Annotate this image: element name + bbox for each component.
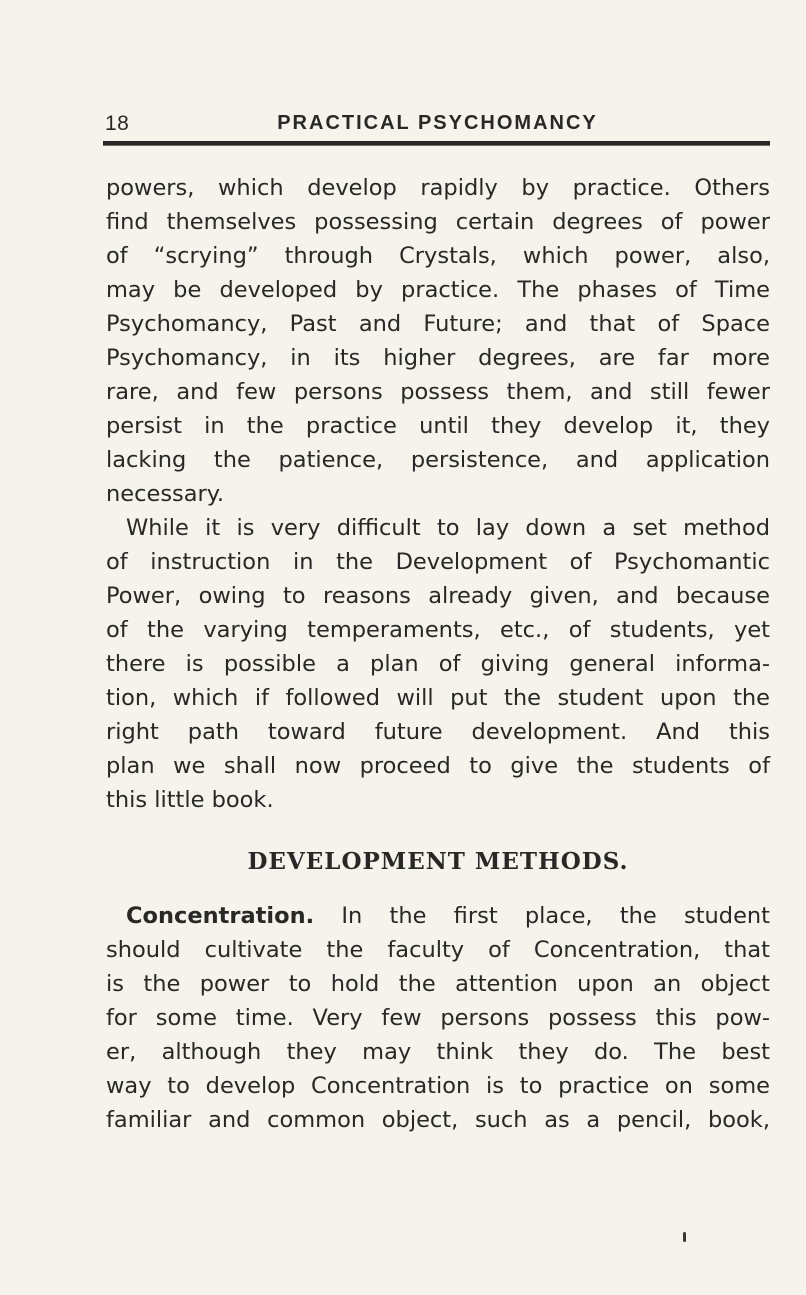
text-fragment: In the first place, the student bbox=[314, 903, 770, 929]
page-number: 18 bbox=[105, 112, 130, 135]
running-head bbox=[105, 110, 770, 140]
text-line: powers, which develop rapidly by practice. Others bbox=[106, 175, 770, 201]
text-line: Psychomancy, in its higher degrees, are far more bbox=[106, 345, 770, 371]
text-line: rare, and few persons possess them, and still fewer bbox=[106, 379, 770, 405]
text-line: of instruction in the Development of Psychomantic bbox=[106, 549, 770, 575]
paragraph-2 bbox=[106, 511, 770, 817]
text-line: While it is very difficult to lay down a set method bbox=[126, 515, 770, 541]
text-line: way to develop Concentration is to practice on some bbox=[106, 1073, 770, 1099]
text-line: lacking the patience, persistence, and application bbox=[106, 447, 770, 473]
ink-spot bbox=[683, 1232, 686, 1242]
body-text bbox=[106, 171, 770, 1137]
paragraph-3 bbox=[106, 899, 770, 1137]
section-heading: DEVELOPMENT METHODS. bbox=[247, 848, 629, 875]
text-line: plan we shall now proceed to give the students of bbox=[106, 753, 770, 779]
text-line: right path toward future development. And this bbox=[106, 719, 770, 745]
text-line: familiar and common object, such as a pencil, book, bbox=[106, 1107, 770, 1133]
text-line: is the power to hold the attention upon an object bbox=[106, 971, 770, 997]
text-line: for some time. Very few persons possess this pow- bbox=[106, 1005, 770, 1031]
text-line: er, although they may think they do. The best bbox=[106, 1039, 770, 1065]
text-line: persist in the practice until they develop it, they bbox=[106, 413, 770, 439]
run-in-heading: Concentration. bbox=[126, 903, 315, 929]
header-rule bbox=[103, 141, 770, 146]
text-line: Power, owing to reasons already given, and because bbox=[106, 583, 770, 609]
running-title: PRACTICAL PSYCHOMANCY bbox=[277, 112, 598, 134]
text-line: this little book. bbox=[106, 787, 274, 813]
text-line: there is possible a plan of giving general informa- bbox=[106, 651, 770, 677]
text-line: should cultivate the faculty of Concentration, that bbox=[106, 937, 770, 963]
text-line: may be developed by practice. The phases of Time bbox=[106, 277, 770, 303]
text-line: of the varying temperaments, etc., of students, yet bbox=[106, 617, 770, 643]
text-line: of “scrying” through Crystals, which power, also, bbox=[106, 243, 770, 269]
text-line: tion, which if followed will put the student upon the bbox=[106, 685, 770, 711]
text-line: Psychomancy, Past and Future; and that of Space bbox=[106, 311, 770, 337]
text-line bbox=[106, 899, 770, 933]
paragraph-1 bbox=[106, 171, 770, 511]
text-line: find themselves possessing certain degrees of power bbox=[106, 209, 770, 235]
text-line: necessary. bbox=[106, 481, 225, 507]
